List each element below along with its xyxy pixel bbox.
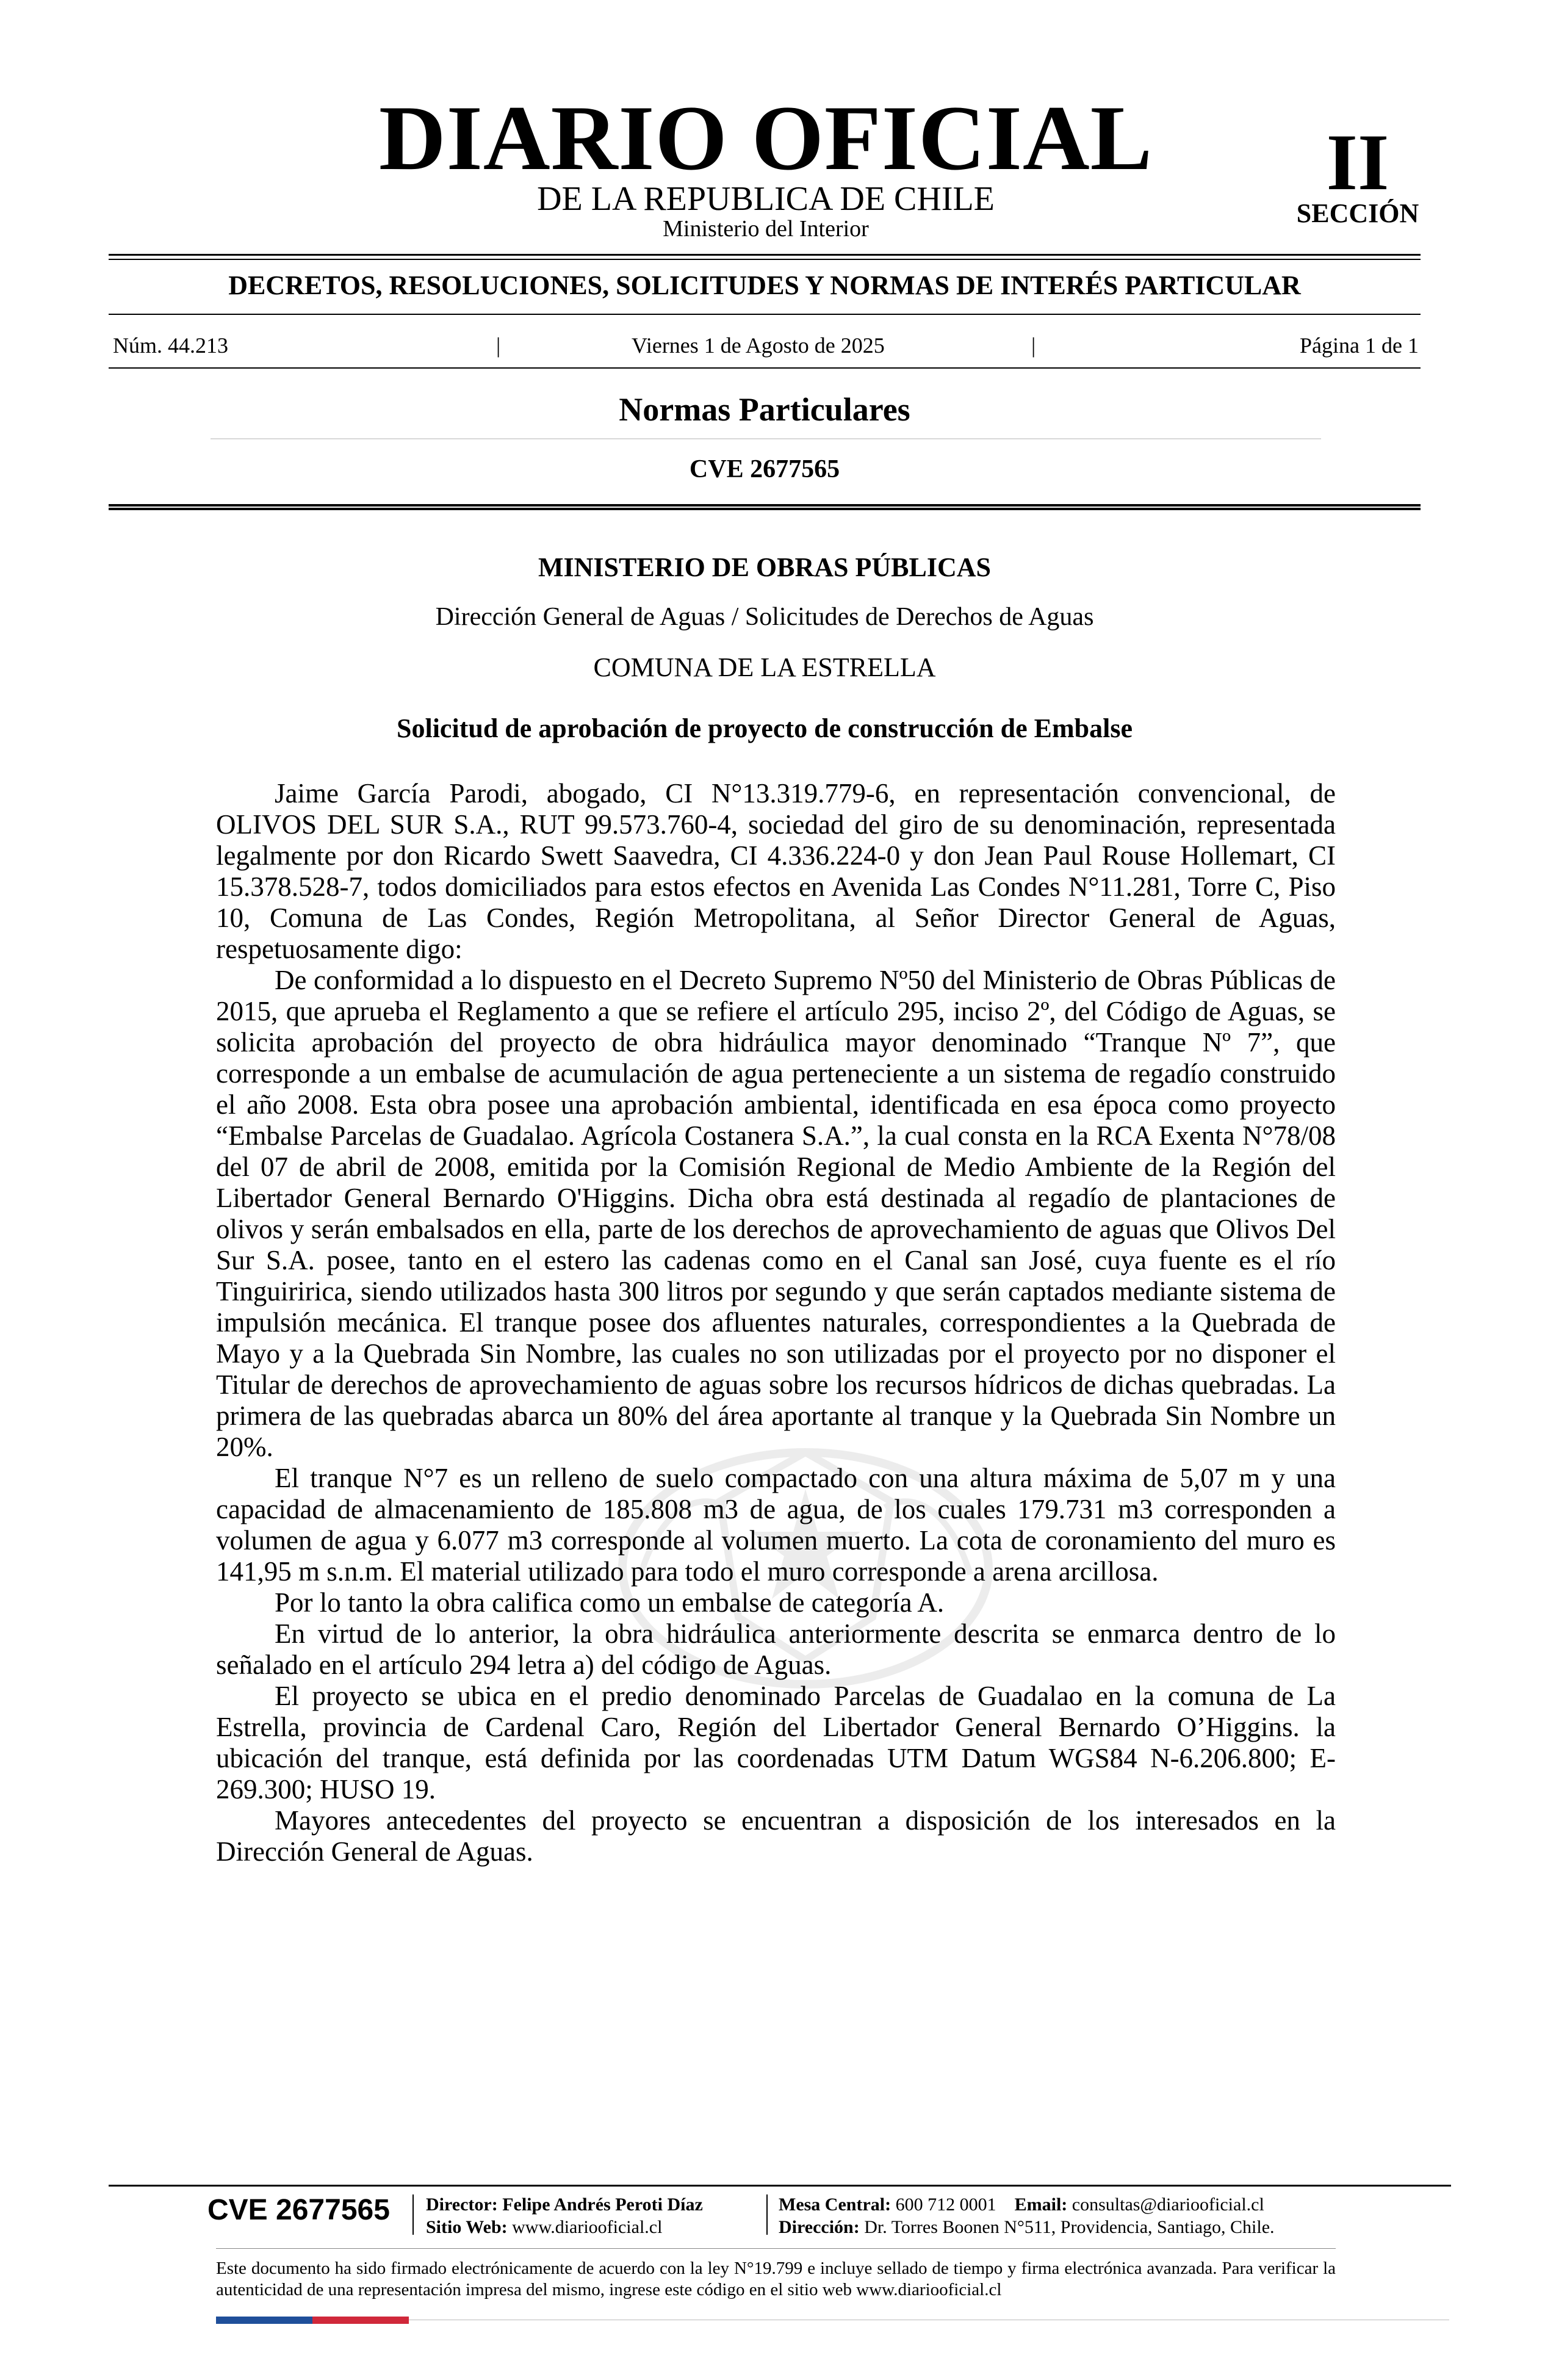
header-rule-bottom — [109, 367, 1421, 369]
website-label: Sitio Web: — [426, 2217, 508, 2237]
footer-note-rule — [216, 2248, 1336, 2249]
paragraph: El tranque N°7 es un relleno de suelo compactado con una altura máxima de 5,07 m y una capacidad de almacenamiento de 185.808 m3 de agua, de los cuales 179.731 m3 corresponden a volumen de agua y 6.077 m3 corresponde al volumen muerto. La cota de coronamiento del muro es 141,95 m s.n.m. El material utilizado para todo el muro corresponde a arena arcillosa. — [216, 1463, 1336, 1587]
footer-contact-block — [779, 2193, 1275, 2238]
paragraph: De conformidad a lo dispuesto en el Decreto Supremo Nº50 del Ministerio de Obras Públicas de 2015, que aprueba el Reglamento a que se refiere el artículo 295, inciso 2º, del Código de Aguas, se solicita aprobación del proyecto de obra hidráulica mayor denominado “Tranque Nº 7”, que corresponde a un embalse de acumulación de agua perteneciente a un sistema de regadío construido el año 2008. Esta obra posee una aprobación ambiental, identificada en esa época como proyecto “Embalse Parcelas de Guadalao. Agrícola Costanera S.A.”, la cual consta en la RCA Exenta N°78/08 del 07 de abril de 2008, emitida por la Comisión Regional de Medio Ambiente de la Región del Libertador General Bernardo O'Higgins. Dicha obra está destinada al regadío de plantaciones de olivos y serán embalsados en ella, parte de los derechos de aprovechamiento de aguas que Olivos Del Sur S.A. posee, tanto en el estero las cadenas como en el Canal san José, cuya fuente es el río Tinguiririca, siendo utilizados hasta 300 litros por segundo y que serán captados mediante sistema de impulsión mecánica. El tranque posee dos afluentes naturales, correspondientes a la Quebrada de Mayo y a la Quebrada Sin Nombre, las cuales no son utilizadas por el proyecto por no disponer el Titular de derechos de aprovechamiento de aguas sobre los recursos hídricos de dichas quebradas. La primera de las quebradas abarca un 80% del área aportante al tranque y la Quebrada Sin Nombre un 20%. — [216, 965, 1336, 1462]
director-name: Felipe Andrés Peroti Díaz — [502, 2194, 703, 2215]
address-value: Dr. Torres Boonen N°511, Providencia, Santiago, Chile. — [864, 2217, 1275, 2237]
paragraph: El proyecto se ubica en el predio denominado Parcelas de Guadalao en la comuna de La Estrella, provincia de Cardenal Caro, Región del Libertador General Bernardo O’Higgins. la ubicación del tranque, está definida por las coordenadas UTM Datum WGS84 N-6.206.800; E-269.300; HUSO 19. — [216, 1681, 1336, 1805]
section-number: II — [1326, 117, 1389, 207]
website-link[interactable]: www.diariooficial.cl — [512, 2217, 663, 2237]
paragraph: En virtud de lo anterior, la obra hidráulica anteriormente descrita se enmarca dentro de lo señalado en el artículo 294 letra a) del código de Aguas. — [216, 1618, 1336, 1680]
category-heading: DECRETOS, RESOLUCIONES, SOLICITUDES Y NORMAS DE INTERÉS PARTICULAR — [228, 270, 1301, 300]
header-rule-top-inner — [109, 259, 1421, 260]
footer-divider — [766, 2194, 768, 2235]
section-heading: Normas Particulares — [619, 391, 910, 428]
issue-info-row — [113, 334, 1419, 359]
issue-number: Núm. 44.213 — [113, 333, 228, 358]
masthead-ministry: Ministerio del Interior — [663, 216, 869, 242]
phone-value: 600 712 0001 — [895, 2194, 996, 2215]
document-body — [216, 778, 1336, 1867]
issue-separator-right: | — [1031, 333, 1036, 358]
email-label: Email: — [1014, 2194, 1068, 2215]
paragraph: Mayores antecedentes del proyecto se encuentran a disposición de los interesados en la Dirección General de Aguas. — [216, 1805, 1336, 1867]
director-label: Director: — [426, 2194, 498, 2215]
footer-director-block — [426, 2193, 703, 2238]
email-link[interactable]: consultas@diariooficial.cl — [1072, 2194, 1264, 2215]
phone-label: Mesa Central: — [779, 2194, 891, 2215]
footer-legal-note: Este documento ha sido firmado electrónicamente de acuerdo con la ley N°19.799 e incluye sellado de tiempo y firma electrónica avanzada. Para verificar la autenticidad de una representación impresa del mismo, ingrese este código en el sitio web www.diariooficial.cl — [216, 2259, 1336, 2299]
double-rule — [109, 504, 1421, 510]
document-direction: Dirección General de Aguas / Solicitudes de Derechos de Aguas — [435, 603, 1094, 631]
header-rule-mid — [109, 314, 1421, 315]
masthead-title: DIARIO OFICIAL — [378, 87, 1153, 189]
document-ministry: MINISTERIO DE OBRAS PÚBLICAS — [538, 552, 992, 582]
address-label: Dirección: — [779, 2217, 860, 2237]
page-counter: Página 1 de 1 — [1300, 333, 1419, 358]
cve-code: CVE 2677565 — [689, 455, 840, 483]
issue-date: Viernes 1 de Agosto de 2025 — [632, 333, 885, 358]
section-label: SECCIÓN — [1296, 198, 1419, 228]
footer-rule — [109, 2185, 1451, 2187]
footer-divider — [412, 2194, 414, 2235]
paragraph: Por lo tanto la obra califica como un embalse de categoría A. — [275, 1587, 945, 1618]
section-heading-rule — [211, 438, 1321, 439]
header-rule-top — [109, 254, 1421, 256]
flag-red-segment — [312, 2317, 409, 2324]
issue-separator-left: | — [496, 333, 501, 358]
document-commune: COMUNA DE LA ESTRELLA — [593, 652, 936, 682]
footer-cve-code: CVE 2677565 — [207, 2194, 390, 2226]
paragraph: Jaime García Parodi, abogado, CI N°13.319.779-6, en representación convencional, de OLIVOS DEL SUR S.A., RUT 99.573.760-4, sociedad del giro de su denominación, representada legalmente por don Ricardo Swett Saavedra, CI 4.336.224-0 y don Jean Paul Rouse Hollemart, CI 15.378.528-7, todos domiciliados para estos efectos en Avenida Las Condes N°11.281, Torre C, Piso 10, Comuna de Las Condes, Región Metropolitana, al Señor Director General de Aguas, respetuosamente digo: — [216, 778, 1336, 964]
flag-blue-segment — [216, 2317, 312, 2324]
masthead-subtitle: DE LA REPUBLICA DE CHILE — [537, 180, 995, 218]
flag-bar — [216, 2317, 409, 2324]
document-title: Solicitud de aprobación de proyecto de construcción de Embalse — [397, 713, 1133, 743]
